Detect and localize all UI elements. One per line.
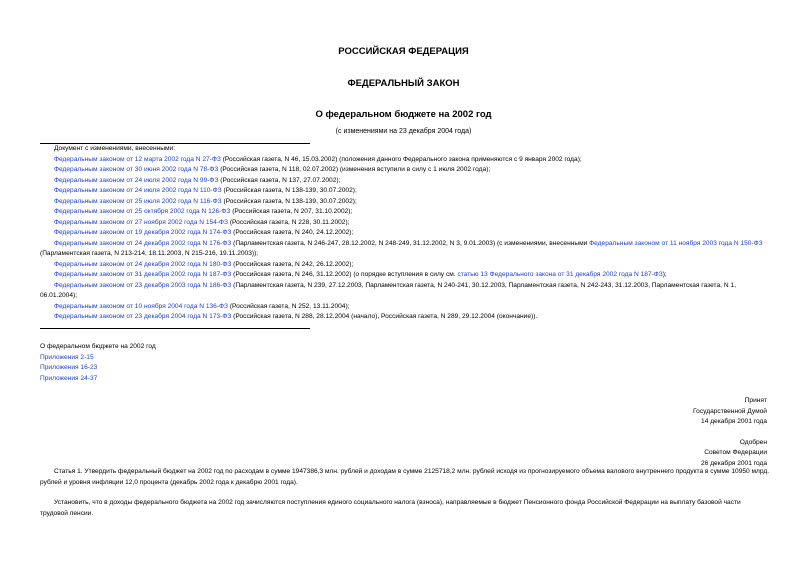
amendment-item [40, 165, 770, 176]
article-link[interactable]: статью 13 Федерального закона от 31 декабря 2002 года N 187-ФЗ [457, 271, 663, 278]
approved-date: 26 декабря 2001 года [701, 459, 767, 467]
amendment-text: (Российская газета, N 138-139, 30.07.2002); [221, 187, 357, 194]
amendment-link[interactable]: Федеральным законом от 30 июня 2002 года N 78-ФЗ [54, 166, 219, 173]
amendments-intro: Документ с изменениями, внесенными: [54, 145, 176, 152]
amendment-link[interactable]: Федеральным законом от 24 июля 2002 года N 99-ФЗ [54, 176, 219, 184]
amendment-text: (Российская газета, N 228, 30.11.2002); [228, 218, 350, 226]
amendment-item [40, 312, 770, 323]
amendment-text: (Российская газета, N 252, 13.11.2004); [228, 302, 350, 310]
amendment-text: (Российская газета, N 246, 31.12.2002) (о порядке вступления в силу см. [231, 271, 458, 278]
amendment-text: (Российская газета, N 138-139, 30.07.2002); [221, 197, 357, 205]
law-type-heading: ФЕДЕРАЛЬНЫЙ ЗАКОН [347, 78, 460, 89]
divider-bottom [40, 328, 310, 329]
amendment-link[interactable]: Федеральным законом от 23 декабря 2003 года N 186-ФЗ [54, 281, 232, 289]
article-1: Статья 1. Утвердить федеральный бюджет на 2002 год по расходам в сумме 1947386,3 млн. рублей и доходам в сумме 2125718,2 млн. рублей исходя из прогнозируемого объема валового внутреннего продукта в сумме 10950 млрд. рублей и уровня инфляции 12,0 процента (декабрь 2002 года к декабрю 2001 года). [40, 468, 770, 486]
amendment-link[interactable]: Федеральным законом от 23 декабря 2004 года N 173-ФЗ [54, 313, 232, 320]
amendment-text: (Парламентская газета, N 213-214, 18.11.2003, N 215-216, 19.11.2003)); [40, 250, 259, 257]
amendment-link[interactable]: Федеральным законом от 25 октября 2002 года N 126-ФЗ [54, 208, 231, 215]
adopted-by: Государственной Думой [693, 407, 767, 415]
amendment-text: (Российская газета, N 240, 24.12.2002); [231, 229, 354, 236]
adopted-label: Принят [744, 397, 767, 404]
amendment-link[interactable]: Федеральным законом от 31 декабря 2002 года N 187-ФЗ [54, 271, 232, 278]
amendment-link[interactable]: Федеральным законом от 24 июля 2002 года N 110-ФЗ [54, 187, 222, 194]
amendment-link[interactable]: Федеральным законом от 27 ноября 2002 года N 154-ФЗ [54, 218, 229, 226]
amendment-item [40, 281, 770, 302]
paragraph-2: Установить, что в доходы федерального бюджета на 2002 год зачисляются поступления единого социального налога (взноса), направляемые в бюджет Пенсионного фонда Российской Федерации на выплату базовой части трудовой пенсии. [40, 499, 741, 517]
amendment-text: (Парламентская газета, N 239, 27.12.2003, Парламентская газета, N 240-241, 30.12.2003, Парламентская газета, N 242-243, 31.12.2003, Парламентская газета, N 1, 06.01.2004); [40, 281, 736, 299]
amendment-text: (Российская газета, N 207, 31.10.2002); [230, 208, 353, 215]
amendment-item [40, 260, 770, 271]
law-title: О федеральном бюджете на 2002 год [315, 109, 492, 120]
approved-label: Одобрен [739, 438, 767, 446]
amendment-text: (Российская газета, N 242, 26.12.2002); [231, 260, 354, 268]
amendment-text: (Российская газета, N 46, 15.03.2002) (положения данного Федерального закона применяются с 9 января 2002 года); [220, 155, 582, 163]
amendment-item [40, 228, 770, 239]
amendment-item [40, 270, 770, 281]
toc [40, 342, 156, 384]
amendment-link[interactable]: Федеральным законом от 12 марта 2002 года N 27-ФЗ [54, 155, 221, 163]
amendment-item [40, 218, 770, 229]
toc-link[interactable]: Приложения 2-15 [40, 353, 94, 361]
amendment-link[interactable]: Федеральным законом от 24 декабря 2002 года N 180-ФЗ [54, 260, 232, 268]
country-heading: РОССИЙСКАЯ ФЕДЕРАЦИЯ [338, 46, 469, 57]
amendment-item [40, 207, 770, 218]
approved-by: Советом Федерации [704, 449, 767, 456]
amendment-item [40, 302, 770, 313]
amendment-text: (Парламентская газета, N 246-247, 28.12.2002, N 248-249, 31.12.2002, N 3, 9.01.2003) (с изменениями, внесенными [231, 239, 590, 247]
amendment-item [40, 197, 770, 208]
amendment-text: ); [662, 271, 667, 278]
amendment-item [40, 239, 770, 260]
toc-title: О федеральном бюджете на 2002 год [40, 343, 156, 350]
amendment-item [40, 155, 770, 166]
toc-link[interactable]: Приложения 24-37 [40, 374, 98, 382]
amendment-text: (Российская газета, N 137, 27.07.2002); [218, 176, 341, 184]
adoption-block [693, 396, 767, 469]
adopted-date: 14 декабря 2001 года [701, 418, 767, 425]
amendment-link[interactable]: Федеральным законом от 11 ноября 2003 года N 150-ФЗ [589, 239, 763, 247]
amendment-text: (Российская газета, N 288, 28.12.2004 (начало), Российская газета, N 289, 29.12.2004 (окончание)). [231, 313, 538, 320]
amendments-list [40, 144, 770, 323]
amendment-link[interactable]: Федеральным законом от 10 ноября 2004 года N 136-ФЗ [54, 302, 229, 310]
amendment-item [40, 176, 770, 187]
amendment-item [40, 186, 770, 197]
amendment-text: (Российская газета, N 118, 02.07.2002) (изменения вступили в силу с 1 июля 2002 года); [218, 166, 491, 173]
amendment-link[interactable]: Федеральным законом от 19 декабря 2002 года N 174-ФЗ [54, 229, 232, 236]
amendment-link[interactable]: Федеральным законом от 24 декабря 2002 года N 176-ФЗ [54, 239, 232, 247]
toc-link[interactable]: Приложения 16-23 [40, 364, 98, 371]
amendment-link[interactable]: Федеральным законом от 25 июля 2002 года N 116-ФЗ [54, 197, 222, 205]
amended-note: (с изменениями на 23 декабря 2004 года) [335, 128, 472, 135]
